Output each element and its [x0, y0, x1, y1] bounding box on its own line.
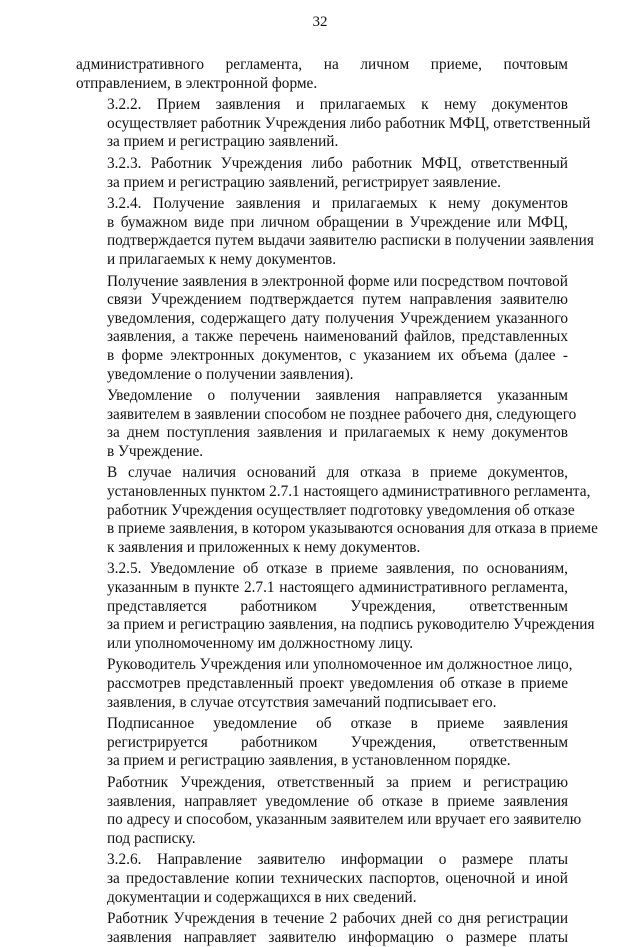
text-line: рассмотрев представленный проект уведомления об отказе в приеме: [107, 675, 568, 692]
page-number: 32: [312, 14, 328, 30]
paragraph: [76, 560, 595, 653]
text-line: заявления, направляет уведомление об отказе в приеме заявления: [107, 792, 568, 810]
text-line: в форме электронных документов, с указанием их объема (далее -: [107, 346, 568, 364]
text-line: осуществляет работник Учреждения либо работник МФЦ, ответственный: [107, 114, 591, 132]
paragraph: [76, 195, 594, 269]
text-line: Подписанное уведомление об отказе в приеме заявления: [107, 715, 568, 733]
text-line: к заявления и приложенных к нему документов.: [107, 538, 421, 556]
text-line: за прием и регистрацию заявлений.: [107, 133, 339, 151]
text-line: регистрируется работником Учреждения, ответственным: [107, 733, 568, 751]
text-line: по адресу и способом, указанным заявителем или вручает его заявителю: [107, 811, 582, 829]
paragraph: [76, 656, 573, 712]
text-line: уведомления, содержащего дату получения Учреждением указанного: [107, 309, 568, 327]
document-body: [76, 56, 598, 947]
text-line: связи Учреждением подтверждается путем направления заявителю: [107, 291, 568, 309]
text-line: Уведомление о получении заявления направляется указанным: [107, 387, 568, 405]
paragraph: [76, 851, 568, 907]
text-line: работник Учреждения осуществляет подготовку уведомления об отказе: [107, 501, 575, 519]
text-line: документации и содержащихся в них сведений.: [107, 888, 417, 906]
text-line: заявителем в заявлении способом не позднее рабочего дня, следующего: [107, 405, 577, 423]
text-line: за прием и регистрацию заявлений, регистрирует заявление.: [107, 173, 502, 191]
text-line: Получение заявления в электронной форме или посредством почтовой: [107, 272, 568, 290]
text-line: указанным в пункте 2.7.1 настоящего административного регламента,: [107, 579, 568, 597]
text-line: В случае наличия оснований для отказа в приеме документов,: [107, 464, 568, 482]
paragraph: [76, 715, 568, 771]
text-line: Работник Учреждения в течение 2 рабочих дней со дня регистрации: [107, 910, 568, 928]
text-line: Руководитель Учреждения или уполномоченное им должностное лицо,: [107, 656, 573, 674]
text-line: в Учреждение.: [107, 442, 204, 460]
text-line: за прием и регистрацию заявления, в установленном порядке.: [107, 752, 511, 770]
text-line: 3.2.4. Получение заявления и прилагаемых к нему документов: [107, 195, 568, 213]
text-line: за предоставление копии технических паспортов, оценочной и иной: [107, 869, 568, 887]
text-line: 3.2.3. Работник Учреждения либо работник МФЦ, ответственный: [107, 154, 568, 172]
text-line: установленных пунктом 2.7.1 настоящего административного регламента,: [107, 483, 591, 501]
paragraph: [76, 56, 568, 93]
paragraph: [76, 773, 582, 848]
text-line: заявления, а также перечень наименований файлов, представленных: [107, 328, 568, 346]
paragraph: [76, 96, 591, 152]
paragraph: [76, 273, 568, 385]
text-line: Работник Учреждения, ответственный за прием и регистрацию: [107, 773, 568, 791]
text-line: 3.2.2. Прием заявления и прилагаемых к нему документов: [107, 96, 568, 114]
text-line: заявления направляет заявителю информацию о размере платы: [107, 928, 568, 946]
paragraph: [76, 910, 568, 947]
text-line: и прилагаемых к нему документов.: [107, 250, 337, 268]
paragraph: [76, 155, 568, 192]
text-line: подтверждается путем выдачи заявителю расписки в получении заявления: [107, 232, 594, 250]
text-line: представляется работником Учреждения, ответственным: [107, 597, 568, 615]
text-line: под расписку.: [107, 829, 196, 847]
text-line: 3.2.5. Уведомление об отказе в приеме заявления, по основаниям,: [107, 560, 568, 578]
paragraph: [76, 464, 598, 557]
text-line: заявления, в случае отсутствия замечаний подписывает его.: [107, 693, 497, 711]
text-line: за прием и регистрацию заявления, на подпись руководителю Учреждения: [107, 616, 595, 634]
text-line: отправлением, в электронной форме.: [76, 74, 318, 92]
text-line: 3.2.6. Направление заявителю информации о размере платы: [107, 851, 568, 869]
text-line: или уполномоченному им должностному лицу.: [107, 634, 414, 652]
paragraph: [76, 387, 577, 461]
text-line: в приеме заявления, в котором указываются основания для отказа в приеме: [107, 520, 598, 538]
text-line: административного регламента, на личном приеме, почтовым: [76, 56, 568, 73]
text-line: за днем поступления заявления и прилагаемых к нему документов: [107, 424, 568, 442]
text-line: уведомление о получении заявления).: [107, 365, 354, 383]
text-line: в бумажном виде при личном обращении в Учреждение или МФЦ,: [107, 213, 568, 231]
